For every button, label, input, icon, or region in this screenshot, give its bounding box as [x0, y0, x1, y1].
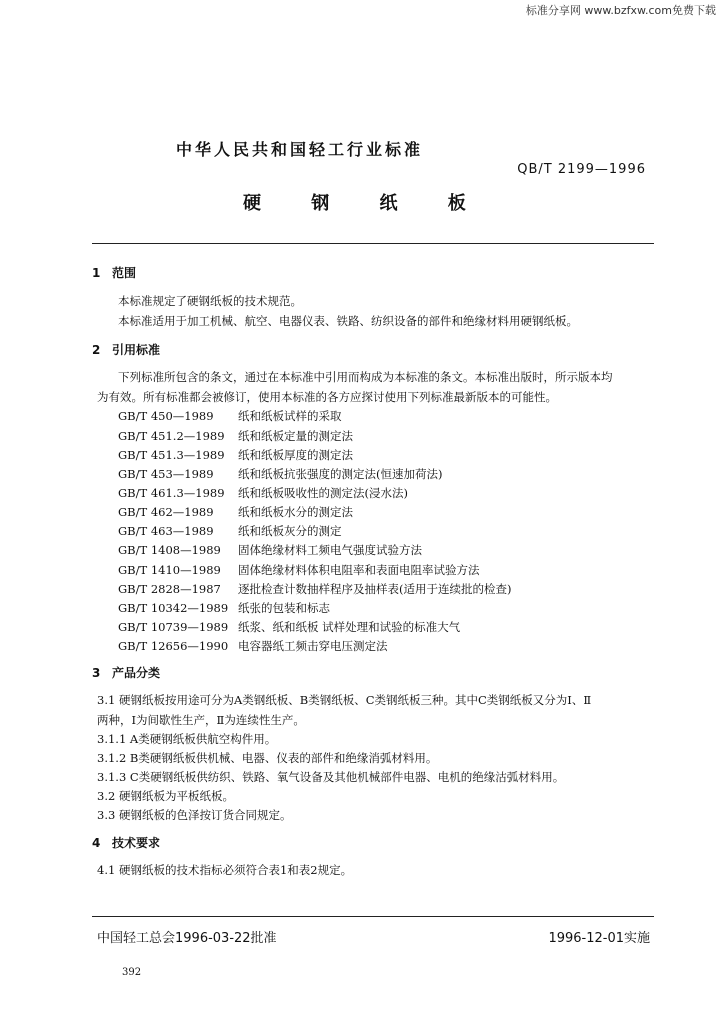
document-title: 硬 钢 纸 板: [243, 193, 488, 214]
ref-title: 纸张的包装和标志: [238, 601, 330, 615]
ref-code: GB/T 463—1989: [118, 524, 214, 538]
section-4-heading: [92, 834, 160, 851]
ref-title: 电容器纸工频击穿电压测定法: [238, 639, 388, 653]
reference-item: [118, 428, 353, 444]
watermark: 标准分享网 www.bzfxw.com免费下载: [525, 4, 716, 17]
ref-title: 纸和纸板水分的测定法: [238, 505, 353, 519]
ref-code: GB/T 1408—1989: [118, 543, 221, 557]
ref-title: 逐批检查计数抽样程序及抽样表(适用于连续批的检查): [238, 582, 512, 596]
ref-title: 固体绝缘材料体积电阻率和表面电阻率试验方法: [238, 563, 480, 577]
reference-item: [118, 562, 480, 578]
reference-item: [118, 466, 442, 482]
ref-code: GB/T 2828—1987: [118, 582, 221, 596]
standard-type: 中华人民共和国轻工行业标准: [176, 140, 424, 159]
clause-3-1-2: 3.1.2 B类硬钢纸板供机械、电器、仪表的部件和绝缘消弧材料用。: [97, 751, 438, 765]
paragraph: 下列标准所包含的条文，通过在本标准中引用而构成为本标准的条文。本标准出版时，所示版本均: [118, 370, 613, 384]
reference-item: [118, 523, 342, 539]
section-title: 技术要求: [112, 836, 161, 850]
section-1-heading: [92, 264, 136, 281]
ref-code: GB/T 1410—1989: [118, 563, 221, 577]
reference-item: [118, 447, 353, 463]
ref-code: GB/T 453—1989: [118, 467, 214, 481]
section-3-heading: [92, 664, 160, 681]
clause-3-1: 3.1 硬钢纸板按用途可分为A类钢纸板、B类钢纸板、C类钢纸板三种。其中C类钢纸板又分为Ⅰ、Ⅱ: [97, 693, 592, 707]
clause-3-2: 3.2 硬钢纸板为平板纸板。: [97, 789, 234, 803]
ref-code: GB/T 450—1989: [118, 409, 214, 423]
ref-title: 纸和纸板灰分的测定: [238, 524, 342, 538]
clause-3-1-1: 3.1.1 A类硬钢纸板供航空构件用。: [97, 732, 277, 746]
ref-title: 纸浆、纸和纸板 试样处理和试验的标准大气: [238, 620, 461, 634]
ref-code: GB/T 451.3—1989: [118, 448, 225, 462]
section-2-heading: [92, 341, 160, 358]
clause-3-1-cont: 两种，Ⅰ为间歇性生产，Ⅱ为连续性生产。: [97, 713, 305, 727]
clause-3-1-3: 3.1.3 C类硬钢纸板供纺织、铁路、氧气设备及其他机械部件电器、电机的绝缘沽弧材料用。: [97, 770, 565, 784]
reference-item: [118, 485, 408, 501]
paragraph: 本标准适用于加工机械、航空、电器仪表、铁路、纺织设备的部件和绝缘材料用硬钢纸板。: [118, 314, 578, 328]
paragraph: 为有效。所有标准都会被修订，使用本标准的各方应探讨使用下列标准最新版本的可能性。: [97, 390, 557, 404]
ref-code: GB/T 462—1989: [118, 505, 214, 519]
reference-item: [118, 542, 422, 558]
section-title: 范围: [112, 266, 137, 280]
standard-code: QB/T 2199—1996: [517, 162, 646, 177]
reference-item: [118, 638, 388, 654]
reference-item: [118, 600, 330, 616]
ref-title: 纸和纸板试样的采取: [238, 409, 342, 423]
clause-3-3: 3.3 硬钢纸板的色泽按订货合同规定。: [97, 808, 292, 822]
reference-item: [118, 504, 353, 520]
page-number: 392: [122, 967, 142, 978]
section-number: 2: [92, 343, 101, 357]
ref-title: 固体绝缘材料工频电气强度试验方法: [238, 543, 422, 557]
ref-code: GB/T 10739—1989: [118, 620, 229, 634]
approval-date: 中国轻工总会1996-03-22批准: [97, 931, 277, 946]
implementation-date: 1996-12-01实施: [548, 931, 650, 946]
section-number: 4: [92, 836, 101, 850]
ref-code: GB/T 451.2—1989: [118, 429, 225, 443]
reference-item: [118, 581, 511, 597]
reference-item: [118, 619, 460, 635]
section-number: 3: [92, 666, 101, 680]
header-rule: [92, 243, 654, 244]
section-title: 产品分类: [112, 666, 161, 680]
footer-rule: [92, 916, 654, 917]
paragraph: 本标准规定了硬钢纸板的技术规范。: [118, 294, 302, 308]
section-title: 引用标准: [112, 343, 161, 357]
ref-code: GB/T 10342—1989: [118, 601, 229, 615]
ref-title: 纸和纸板定量的测定法: [238, 429, 353, 443]
ref-title: 纸和纸板厚度的测定法: [238, 448, 353, 462]
section-number: 1: [92, 266, 101, 280]
ref-code: GB/T 12656—1990: [118, 639, 229, 653]
ref-code: GB/T 461.3—1989: [118, 486, 225, 500]
clause-4-1: 4.1 硬钢纸板的技术指标必须符合表1和表2规定。: [97, 863, 353, 877]
ref-title: 纸和纸板吸收性的测定法(浸水法): [238, 486, 408, 500]
ref-title: 纸和纸板抗张强度的测定法(恒速加荷法): [238, 467, 443, 481]
reference-item: [118, 408, 342, 424]
